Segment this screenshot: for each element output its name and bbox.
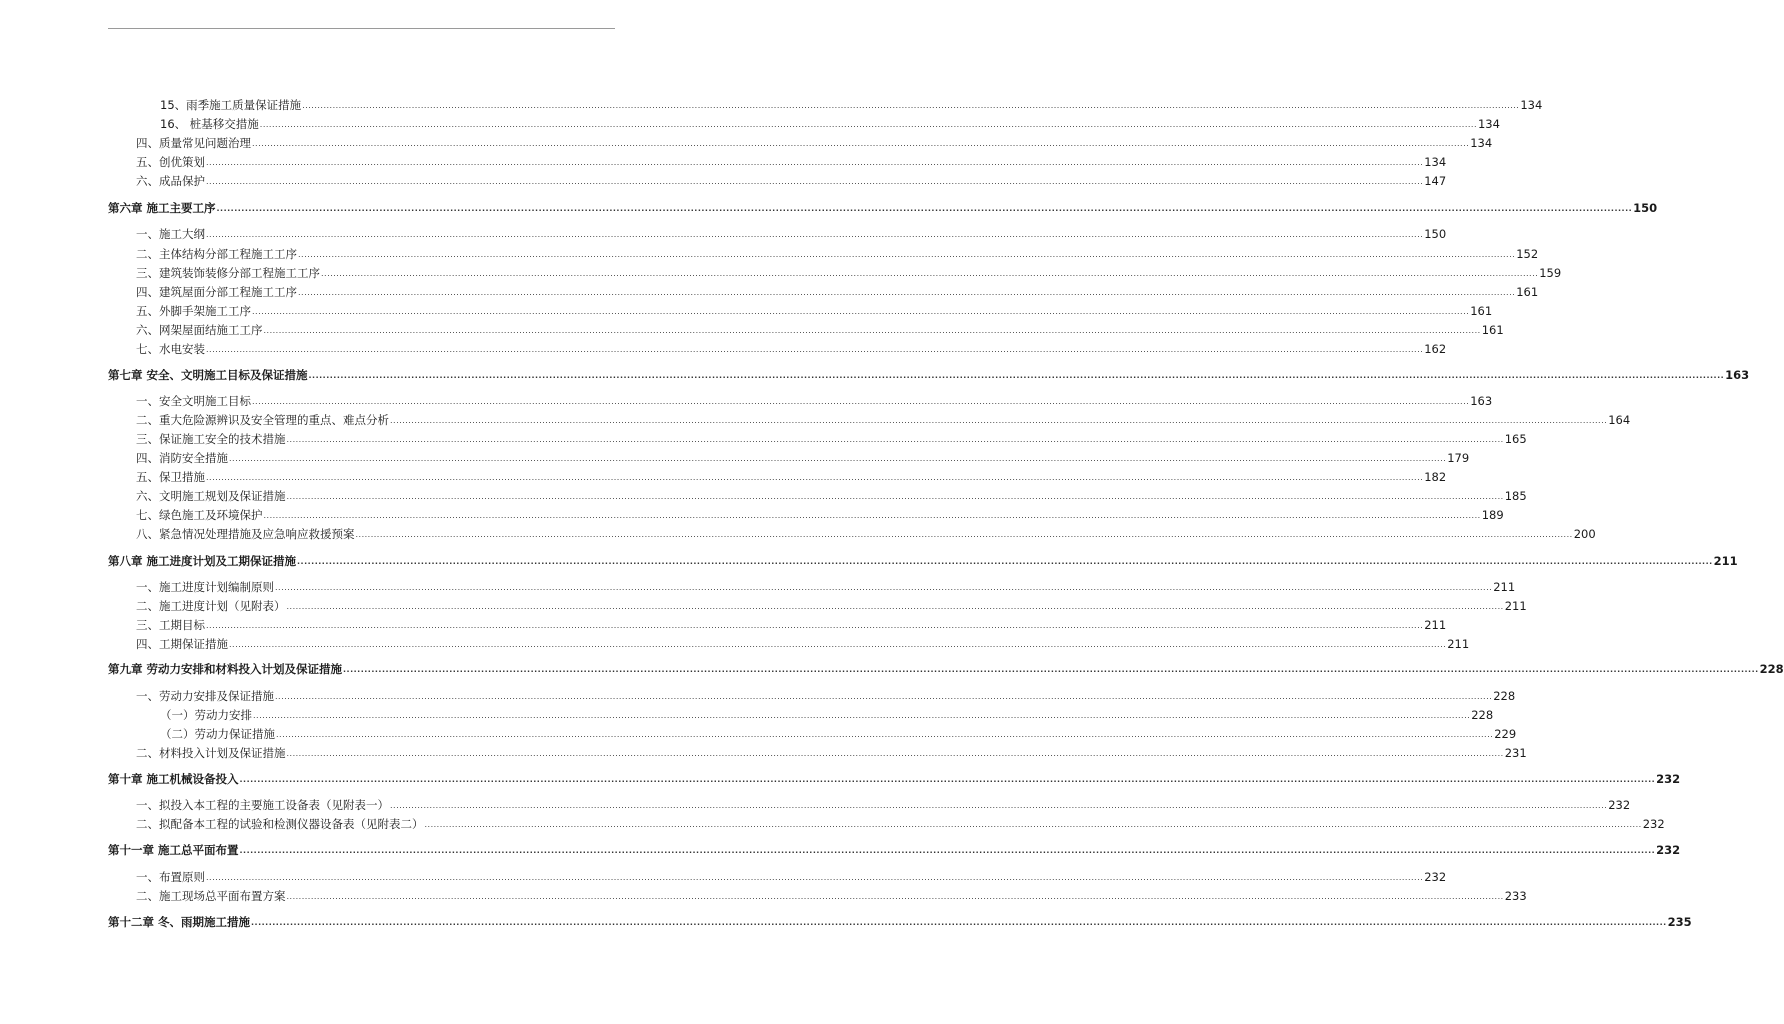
toc-dot-leader: ................................................................................................................................................................................................................................................................................................................................................................................................................ (302, 101, 1520, 110)
toc-page-number: 162 (1424, 342, 1447, 356)
toc-page-number: 163 (1725, 368, 1750, 382)
toc-page-number: 232 (1656, 772, 1681, 786)
toc-entry-label: 一、劳动力安排及保证措施 (136, 689, 274, 703)
toc-page-number: 228 (1759, 662, 1784, 676)
toc-chapter-entry[interactable] (108, 195, 1658, 215)
toc-entry-label: （二）劳动力保证措施 (160, 727, 275, 741)
toc-entry-label: 四、工期保证措施 (136, 637, 228, 651)
toc-dot-leader: ................................................................................................................................................................................................................................................................................................................................................................................................................ (263, 326, 1481, 335)
toc-dot-leader: ................................................................................................................................................................................................................................................................................................................................................................................................................ (286, 892, 1504, 901)
toc-chapter-entry[interactable] (108, 548, 1738, 568)
toc-entry-label: 五、创优策划 (136, 155, 205, 169)
toc-entry[interactable] (108, 464, 1447, 484)
toc-entry-label: 15、雨季施工质量保证措施 (160, 98, 302, 112)
toc-page-number: 232 (1642, 817, 1665, 831)
toc-dot-leader: ................................................................................................................................................................................................................................................................................................................................................................................................................ (355, 530, 1573, 539)
toc-dot-leader: ................................................................................................................................................................................................................................................................................................................................................................................................................ (229, 454, 1447, 463)
toc-entry-label: 五、外脚手架施工工序 (136, 304, 251, 318)
toc-entry-label: 16、 桩基移交措施 (160, 117, 259, 131)
toc-dot-leader: ................................................................................................................................................................................................................................................................................................................................................................................................................ (206, 345, 1424, 354)
toc-entry[interactable] (108, 298, 1493, 318)
toc-entry-label: 八、紧急情况处理措施及应急响应救援预案 (136, 527, 355, 541)
toc-dot-leader: ................................................................................................................................................................................................................................................................................................................................................................................................................ (297, 557, 1713, 566)
toc-entry[interactable] (108, 168, 1447, 188)
toc-dot-leader: ................................................................................................................................................................................................................................................................................................................................................................................................................ (298, 288, 1516, 297)
toc-page-number: 232 (1656, 843, 1681, 857)
toc-page-number: 134 (1477, 117, 1500, 131)
toc-entry-label: 七、水电安装 (136, 342, 205, 356)
toc-dot-leader: ................................................................................................................................................................................................................................................................................................................................................................................................................ (252, 397, 1470, 406)
toc-entry-label: 一、布置原则 (136, 870, 205, 884)
toc-dot-leader: ................................................................................................................................................................................................................................................................................................................................................................................................................ (251, 918, 1667, 927)
toc-entry-label: 七、绿色施工及环境保护 (136, 508, 263, 522)
header-rule (108, 28, 615, 29)
toc-dot-leader: ................................................................................................................................................................................................................................................................................................................................................................................................................ (206, 473, 1424, 482)
toc-page-number: 161 (1470, 304, 1493, 318)
toc-dot-leader: ................................................................................................................................................................................................................................................................................................................................................................................................................ (275, 692, 1493, 701)
toc-entry-label: 一、施工进度计划编制原则 (136, 580, 274, 594)
toc-page-number: 134 (1520, 98, 1543, 112)
toc-dot-leader: ................................................................................................................................................................................................................................................................................................................................................................................................................ (216, 204, 1633, 213)
toc-page-number: 211 (1424, 618, 1447, 632)
toc-dot-leader: ................................................................................................................................................................................................................................................................................................................................................................................................................ (276, 730, 1494, 739)
toc-page-number: 185 (1504, 489, 1527, 503)
toc-dot-leader: ................................................................................................................................................................................................................................................................................................................................................................................................................ (206, 177, 1424, 186)
toc-entry[interactable] (108, 683, 1516, 703)
toc-entry-label: 二、主体结构分部工程施工工序 (136, 247, 297, 261)
toc-entry[interactable] (108, 130, 1493, 150)
toc-entry-label: 六、网架屋面结施工工序 (136, 323, 263, 337)
toc-entry[interactable] (108, 811, 1665, 831)
toc-dot-leader: ................................................................................................................................................................................................................................................................................................................................................................................................................ (206, 621, 1424, 630)
toc-page-number: 161 (1516, 285, 1539, 299)
toc-entry-label: 四、建筑屋面分部工程施工工序 (136, 285, 297, 299)
toc-chapter-entry[interactable] (108, 656, 1784, 676)
toc-entry-label: 一、施工大纲 (136, 227, 205, 241)
toc-entry[interactable] (108, 336, 1447, 356)
toc-entry-label: 二、重大危险源辨识及安全管理的重点、难点分析 (136, 413, 389, 427)
toc-dot-leader: ................................................................................................................................................................................................................................................................................................................................................................................................................ (308, 371, 1725, 380)
toc-entry[interactable] (108, 241, 1539, 261)
toc-entry[interactable] (108, 221, 1447, 241)
toc-dot-leader: ................................................................................................................................................................................................................................................................................................................................................................................................................ (390, 416, 1608, 425)
toc-entry-label: 第十章 施工机械设备投入 (108, 772, 239, 786)
toc-dot-leader: ................................................................................................................................................................................................................................................................................................................................................................................................................ (286, 749, 1504, 758)
toc-entry[interactable] (108, 149, 1447, 169)
toc-entry-label: 三、工期目标 (136, 618, 205, 632)
toc-dot-leader: ................................................................................................................................................................................................................................................................................................................................................................................................................ (253, 711, 1471, 720)
toc-page-number: 134 (1470, 136, 1493, 150)
toc-dot-leader: ................................................................................................................................................................................................................................................................................................................................................................................................................ (259, 120, 1477, 129)
toc-entry[interactable] (108, 111, 1500, 131)
toc-entry[interactable] (108, 721, 1517, 741)
toc-page-number: 150 (1424, 227, 1447, 241)
toc-entry[interactable] (108, 92, 1543, 112)
toc-dot-leader: ................................................................................................................................................................................................................................................................................................................................................................................................................ (239, 775, 1656, 784)
toc-entry-label: 第六章 施工主要工序 (108, 201, 216, 215)
toc-dot-leader: ................................................................................................................................................................................................................................................................................................................................................................................................................ (275, 583, 1493, 592)
toc-dot-leader: ................................................................................................................................................................................................................................................................................................................................................................................................................ (343, 665, 1759, 674)
toc-entry-label: 第九章 劳动力安排和材料投入计划及保证措施 (108, 662, 343, 676)
toc-page-number: 161 (1481, 323, 1504, 337)
toc-page-number: 211 (1447, 637, 1470, 651)
toc-entry[interactable] (108, 612, 1447, 632)
toc-entry-label: 一、安全文明施工目标 (136, 394, 251, 408)
toc-dot-leader: ................................................................................................................................................................................................................................................................................................................................................................................................................ (286, 602, 1504, 611)
toc-entry-label: 一、拟投入本工程的主要施工设备表（见附表一） (136, 798, 389, 812)
toc-entry[interactable] (108, 864, 1447, 884)
toc-entry[interactable] (108, 883, 1527, 903)
toc-entry[interactable] (108, 631, 1470, 651)
toc-page-number: 228 (1493, 689, 1516, 703)
toc-page-number: 179 (1447, 451, 1470, 465)
toc-entry-label: 第十二章 冬、雨期施工措施 (108, 915, 251, 929)
toc-chapter-entry[interactable] (108, 362, 1750, 382)
toc-entry[interactable] (108, 388, 1493, 408)
toc-page-number: 211 (1504, 599, 1527, 613)
toc-entry[interactable] (108, 260, 1562, 280)
toc-entry[interactable] (108, 521, 1596, 541)
toc-entry[interactable] (108, 702, 1494, 722)
toc-page-number: 235 (1667, 915, 1692, 929)
toc-entry-label: 六、成品保护 (136, 174, 205, 188)
toc-dot-leader: ................................................................................................................................................................................................................................................................................................................................................................................................................ (286, 435, 1504, 444)
toc-entry[interactable] (108, 740, 1527, 760)
toc-page-number: 232 (1608, 798, 1631, 812)
toc-page-number: 200 (1573, 527, 1596, 541)
toc-chapter-entry[interactable] (108, 837, 1681, 857)
toc-entry[interactable] (108, 502, 1504, 522)
toc-page-number: 150 (1633, 201, 1658, 215)
toc-page-number: 182 (1424, 470, 1447, 484)
toc-entry-label: 第十一章 施工总平面布置 (108, 843, 239, 857)
toc-entry-label: 五、保卫措施 (136, 470, 205, 484)
toc-page-number: 229 (1494, 727, 1517, 741)
toc-page-number: 232 (1424, 870, 1447, 884)
toc-dot-leader: ................................................................................................................................................................................................................................................................................................................................................................................................................ (229, 640, 1447, 649)
toc-dot-leader: ................................................................................................................................................................................................................................................................................................................................................................................................................ (424, 820, 1642, 829)
toc-entry[interactable] (108, 574, 1516, 594)
toc-dot-leader: ................................................................................................................................................................................................................................................................................................................................................................................................................ (286, 492, 1504, 501)
toc-entry-label: 第八章 施工进度计划及工期保证措施 (108, 554, 297, 568)
toc-entry[interactable] (108, 317, 1504, 337)
toc-dot-leader: ................................................................................................................................................................................................................................................................................................................................................................................................................ (206, 873, 1424, 882)
toc-entry-label: 四、质量常见问题治理 (136, 136, 251, 150)
toc-page-number: 228 (1471, 708, 1494, 722)
toc-entry-label: 二、拟配备本工程的试验和检测仪器设备表（见附表二） (136, 817, 424, 831)
toc-dot-leader: ................................................................................................................................................................................................................................................................................................................................................................................................................ (298, 250, 1516, 259)
toc-dot-leader: ................................................................................................................................................................................................................................................................................................................................................................................................................ (239, 846, 1656, 855)
toc-entry[interactable] (108, 445, 1470, 465)
toc-page-number: 189 (1481, 508, 1504, 522)
toc-entry-label: 二、施工现场总平面布置方案 (136, 889, 286, 903)
toc-page-number: 231 (1504, 746, 1527, 760)
toc-dot-leader: ................................................................................................................................................................................................................................................................................................................................................................................................................ (390, 801, 1608, 810)
toc-entry[interactable] (108, 426, 1527, 446)
toc-page-number: 233 (1504, 889, 1527, 903)
toc-entry[interactable] (108, 593, 1527, 613)
toc-page-number: 159 (1539, 266, 1562, 280)
toc-dot-leader: ................................................................................................................................................................................................................................................................................................................................................................................................................ (252, 307, 1470, 316)
toc-page-number: 211 (1493, 580, 1516, 594)
toc-page-number: 165 (1504, 432, 1527, 446)
toc-entry[interactable] (108, 792, 1631, 812)
toc-page-number: 152 (1516, 247, 1539, 261)
toc-entry-label: 第七章 安全、文明施工目标及保证措施 (108, 368, 308, 382)
toc-dot-leader: ................................................................................................................................................................................................................................................................................................................................................................................................................ (206, 230, 1424, 239)
toc-dot-leader: ................................................................................................................................................................................................................................................................................................................................................................................................................ (252, 139, 1470, 148)
toc-page-number: 147 (1424, 174, 1447, 188)
toc-chapter-entry[interactable] (108, 909, 1692, 929)
toc-dot-leader: ................................................................................................................................................................................................................................................................................................................................................................................................................ (321, 269, 1539, 278)
toc-entry-label: 二、材料投入计划及保证措施 (136, 746, 286, 760)
toc-entry-label: 三、保证施工安全的技术措施 (136, 432, 286, 446)
toc-entry[interactable] (108, 407, 1631, 427)
toc-chapter-entry[interactable] (108, 766, 1681, 786)
toc-page-number: 211 (1713, 554, 1738, 568)
toc-dot-leader: ................................................................................................................................................................................................................................................................................................................................................................................................................ (263, 511, 1481, 520)
toc-entry-label: 三、建筑装饰装修分部工程施工工序 (136, 266, 320, 280)
toc-entry-label: （一）劳动力安排 (160, 708, 252, 722)
toc-page-number: 163 (1470, 394, 1493, 408)
toc-entry[interactable] (108, 279, 1539, 299)
toc-page-number: 164 (1608, 413, 1631, 427)
toc-entry-label: 四、消防安全措施 (136, 451, 228, 465)
toc-entry[interactable] (108, 483, 1527, 503)
toc-dot-leader: ................................................................................................................................................................................................................................................................................................................................................................................................................ (206, 158, 1424, 167)
toc-page-number: 134 (1424, 155, 1447, 169)
toc-entry-label: 二、施工进度计划（见附表） (136, 599, 286, 613)
toc-entry-label: 六、文明施工规划及保证措施 (136, 489, 286, 503)
